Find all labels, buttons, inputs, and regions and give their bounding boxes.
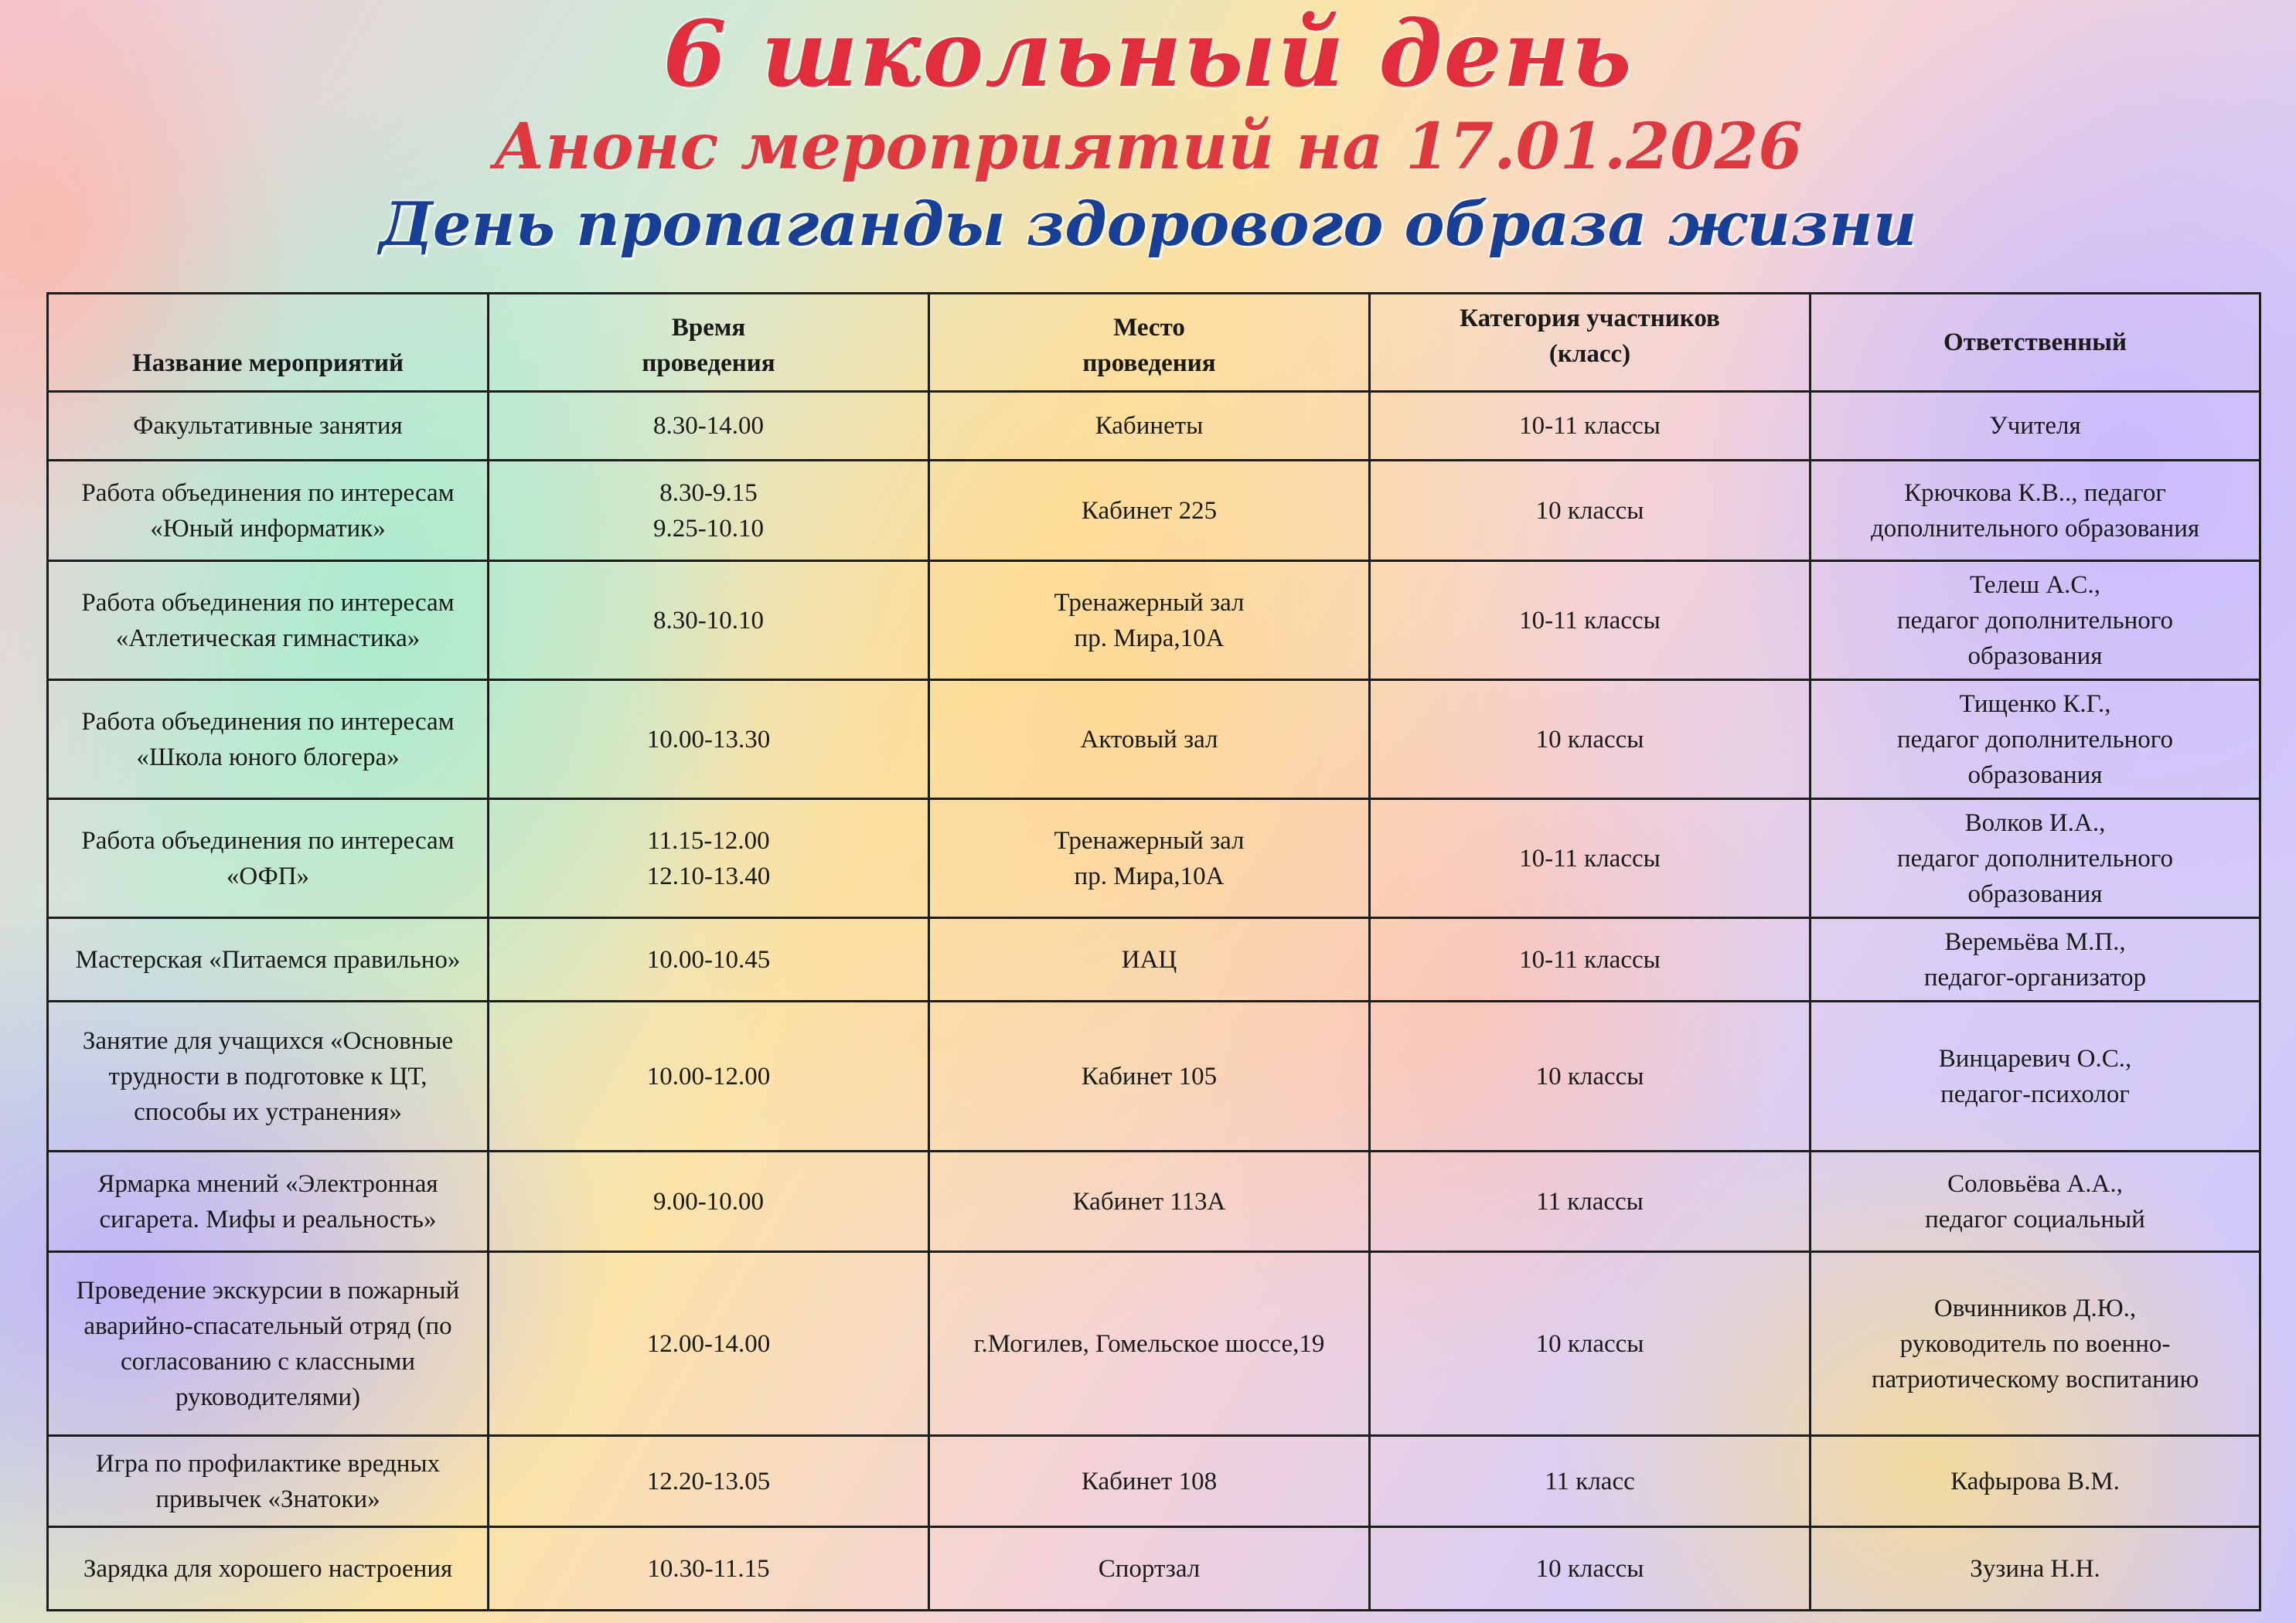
cell-time: 8.30-9.15 9.25-10.10 xyxy=(489,461,929,561)
cell-category: 10 классы xyxy=(1370,1527,1811,1611)
cell-name: Ярмарка мнений «Электронная сигарета. Мифы и реальность» xyxy=(48,1152,489,1252)
cell-responsible: Крючкова К.В.., педагог дополнительного образования xyxy=(1811,461,2260,561)
cell-category: 10 классы xyxy=(1370,1002,1811,1152)
column-header-name: Название мероприятий xyxy=(48,294,489,392)
table-header-row xyxy=(48,294,2260,392)
cell-name: Зарядка для хорошего настроения xyxy=(48,1527,489,1611)
column-header-category: Категория участников (класс) xyxy=(1370,294,1811,392)
cell-responsible: Соловьёва А.А., педагог социальный xyxy=(1811,1152,2260,1252)
cell-responsible: Тищенко К.Г., педагог дополнительного образования xyxy=(1811,680,2260,799)
table-row xyxy=(48,392,2260,461)
cell-time: 10.00-12.00 xyxy=(489,1002,929,1152)
table-row xyxy=(48,680,2260,799)
cell-time: 10.30-11.15 xyxy=(489,1527,929,1611)
column-header-time: Время проведения xyxy=(489,294,929,392)
table-row xyxy=(48,461,2260,561)
table-row xyxy=(48,1527,2260,1611)
cell-name: Работа объединения по интересам «Юный информатик» xyxy=(48,461,489,561)
cell-responsible: Овчинников Д.Ю., руководитель по военно- патриотическому воспитанию xyxy=(1811,1252,2260,1436)
table-row xyxy=(48,799,2260,918)
cell-place: г.Могилев, Гомельское шоссе,19 xyxy=(929,1252,1370,1436)
cell-name: Игра по профилактике вредных привычек «Знатоки» xyxy=(48,1436,489,1527)
cell-time: 8.30-10.10 xyxy=(489,561,929,680)
cell-name: Факультативные занятия xyxy=(48,392,489,461)
table-row xyxy=(48,1252,2260,1436)
table-row xyxy=(48,1152,2260,1252)
cell-category: 10-11 классы xyxy=(1370,561,1811,680)
cell-place: Кабинеты xyxy=(929,392,1370,461)
cell-responsible: Зузина Н.Н. xyxy=(1811,1527,2260,1611)
cell-place: Кабинет 105 xyxy=(929,1002,1370,1152)
cell-place: Актовый зал xyxy=(929,680,1370,799)
page-theme: День пропаганды здорового образа жизни xyxy=(379,189,1917,260)
cell-responsible: Веремьёва М.П., педагог-организатор xyxy=(1811,918,2260,1002)
cell-category: 11 класс xyxy=(1370,1436,1811,1527)
cell-name: Работа объединения по интересам «ОФП» xyxy=(48,799,489,918)
table-row xyxy=(48,1436,2260,1527)
cell-place: Спортзал xyxy=(929,1527,1370,1611)
cell-category: 10-11 классы xyxy=(1370,392,1811,461)
cell-place: Кабинет 108 xyxy=(929,1436,1370,1527)
cell-place: ИАЦ xyxy=(929,918,1370,1002)
cell-place: Кабинет 225 xyxy=(929,461,1370,561)
cell-time: 12.00-14.00 xyxy=(489,1252,929,1436)
cell-category: 10 классы xyxy=(1370,680,1811,799)
cell-responsible: Телеш А.С., педагог дополнительного образования xyxy=(1811,561,2260,680)
cell-name: Проведение экскурсии в пожарный аварийно-спасательный отряд (по согласованию с классными руководителями) xyxy=(48,1252,489,1436)
cell-category: 10-11 классы xyxy=(1370,918,1811,1002)
cell-time: 12.20-13.05 xyxy=(489,1436,929,1527)
cell-time: 9.00-10.00 xyxy=(489,1152,929,1252)
cell-responsible: Винцаревич О.С., педагог-психолог xyxy=(1811,1002,2260,1152)
cell-time: 11.15-12.00 12.10-13.40 xyxy=(489,799,929,918)
cell-place: Кабинет 113А xyxy=(929,1152,1370,1252)
cell-category: 11 классы xyxy=(1370,1152,1811,1252)
cell-category: 10 классы xyxy=(1370,461,1811,561)
cell-place: Тренажерный зал пр. Мира,10А xyxy=(929,799,1370,918)
cell-responsible: Кафырова В.М. xyxy=(1811,1436,2260,1527)
cell-time: 10.00-13.30 xyxy=(489,680,929,799)
column-header-responsible: Ответственный xyxy=(1811,294,2260,392)
cell-name: Занятие для учащихся «Основные трудности в подготовке к ЦТ, способы их устранения» xyxy=(48,1002,489,1152)
cell-responsible: Волков И.А., педагог дополнительного образования xyxy=(1811,799,2260,918)
table-row xyxy=(48,561,2260,680)
cell-category: 10 классы xyxy=(1370,1252,1811,1436)
cell-name: Работа объединения по интересам «Школа юного блогера» xyxy=(48,680,489,799)
cell-place: Тренажерный зал пр. Мира,10А xyxy=(929,561,1370,680)
cell-responsible: Учителя xyxy=(1811,392,2260,461)
schedule-table xyxy=(46,292,2261,1611)
cell-time: 8.30-14.00 xyxy=(489,392,929,461)
table-row xyxy=(48,918,2260,1002)
cell-time: 10.00-10.45 xyxy=(489,918,929,1002)
page-title: 6 школьный день xyxy=(663,0,1633,107)
cell-category: 10-11 классы xyxy=(1370,799,1811,918)
column-header-place: Место проведения xyxy=(929,294,1370,392)
cell-name: Работа объединения по интересам «Атлетическая гимнастика» xyxy=(48,561,489,680)
cell-name: Мастерская «Питаемся правильно» xyxy=(48,918,489,1002)
table-row xyxy=(48,1002,2260,1152)
page-subtitle: Анонс мероприятий на 17.01.2026 xyxy=(493,110,1803,184)
header xyxy=(0,0,2296,286)
